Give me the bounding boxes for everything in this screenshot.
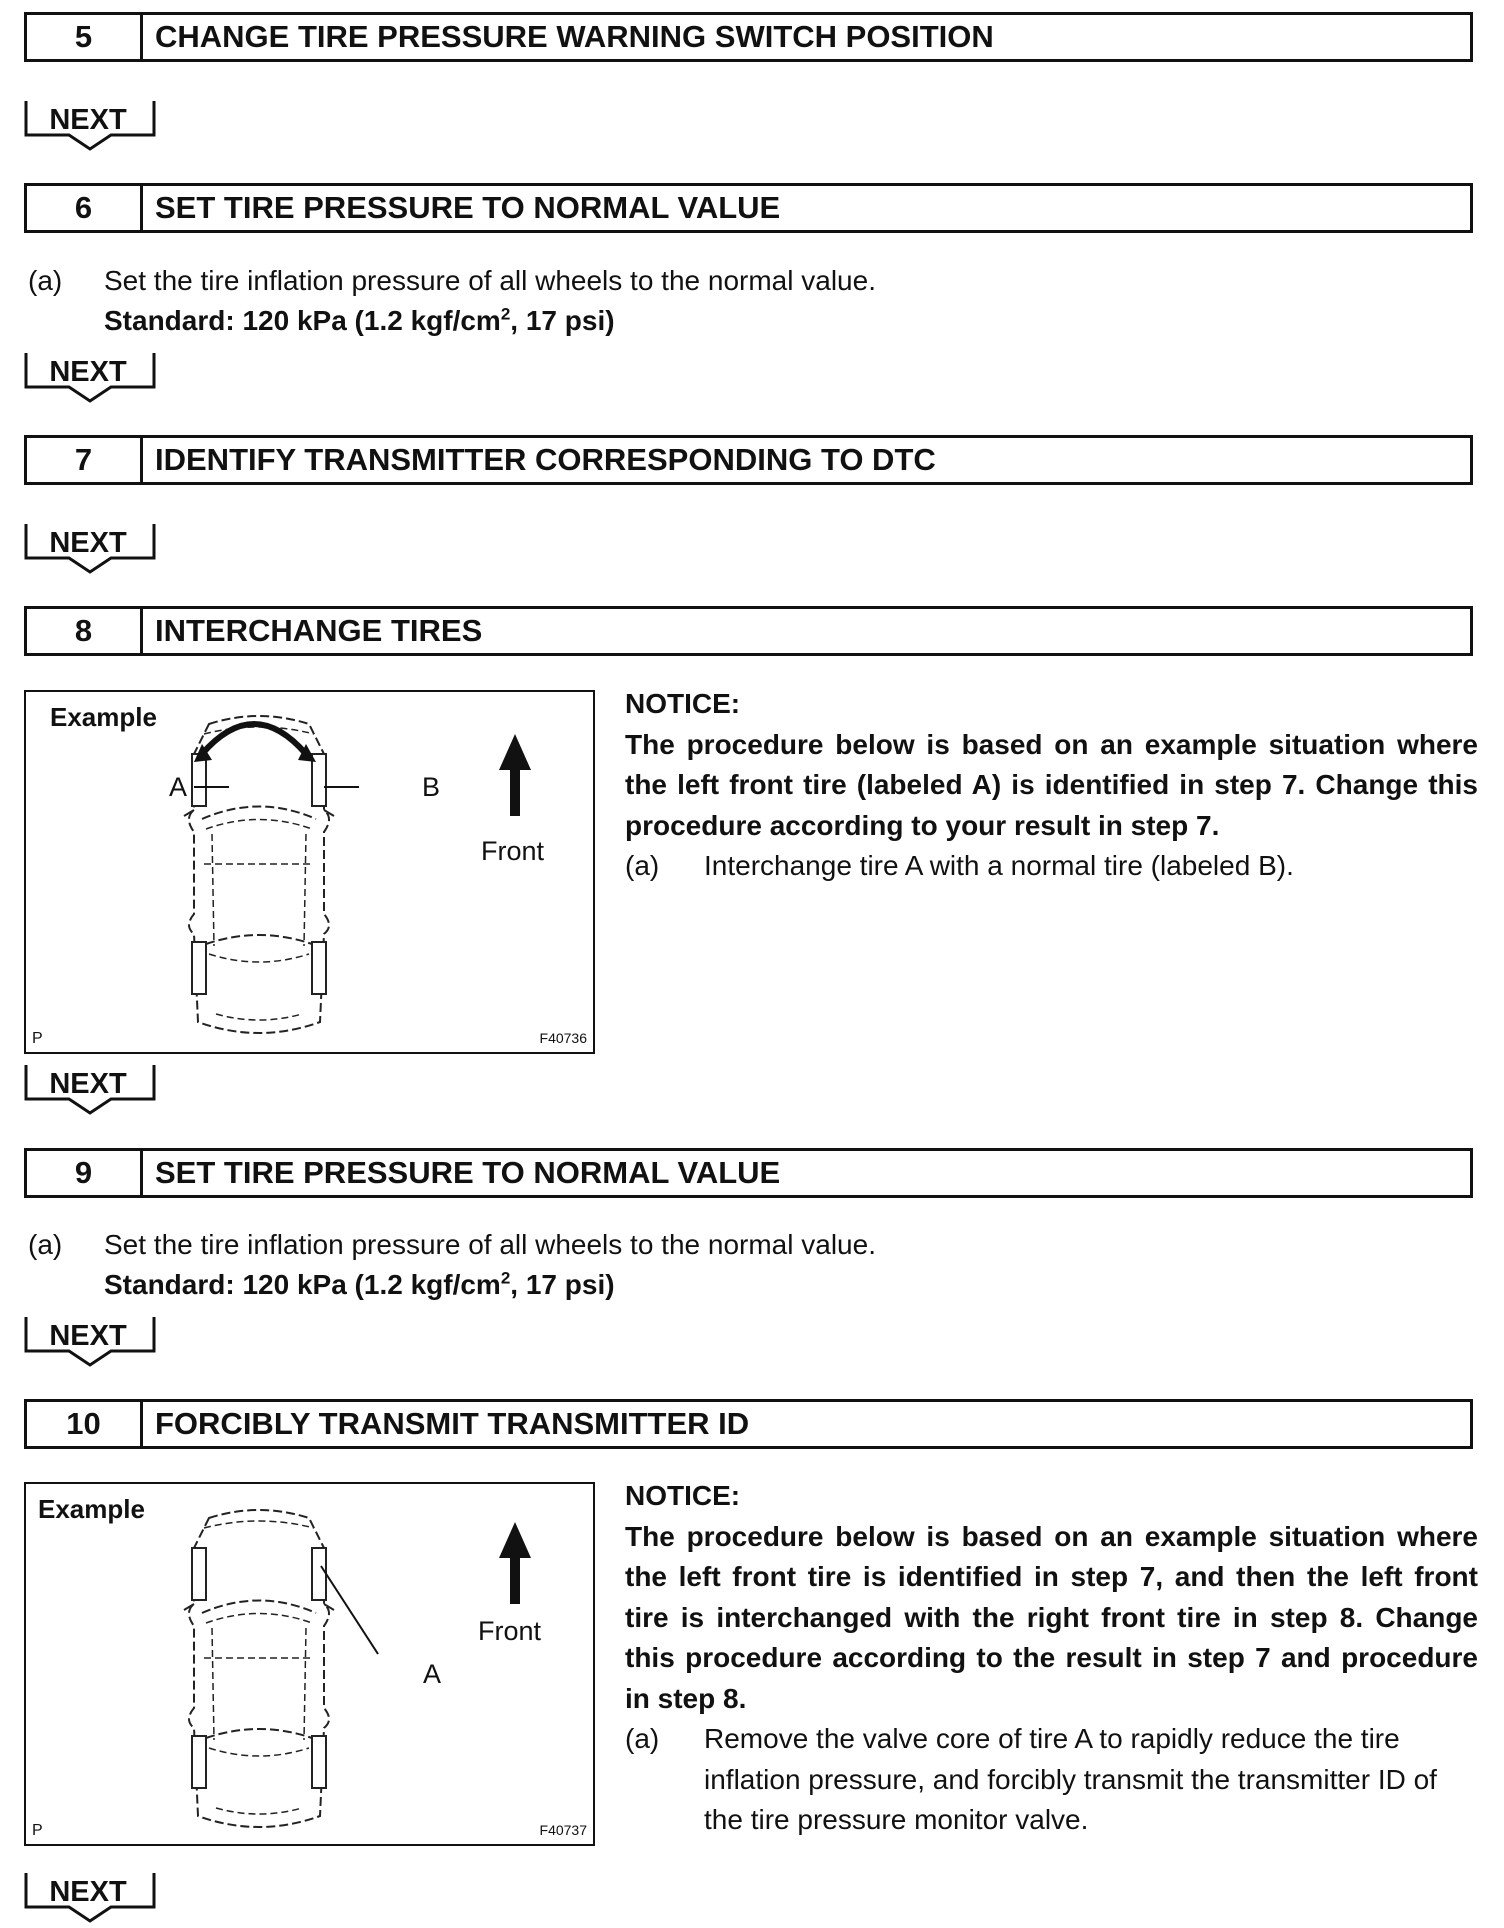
figure-code: F40736 bbox=[539, 1030, 587, 1046]
step-8-header bbox=[24, 606, 1473, 656]
next-button[interactable] bbox=[24, 351, 164, 407]
next-button[interactable] bbox=[24, 522, 164, 578]
item-key: (a) bbox=[28, 1229, 63, 1260]
step-number: 6 bbox=[27, 186, 143, 230]
next-label: NEXT bbox=[49, 1320, 127, 1352]
item-text: Set the tire inflation pressure of all wheels to the normal value. bbox=[104, 265, 876, 296]
figure-interchange-tires bbox=[24, 690, 595, 1054]
step-title: FORCIBLY TRANSMIT TRANSMITTER ID bbox=[155, 1406, 750, 1441]
step-title: INTERCHANGE TIRES bbox=[155, 613, 483, 648]
tire-label-a: A bbox=[423, 1659, 442, 1689]
list-item bbox=[625, 846, 1478, 887]
car-top-view-diagram bbox=[26, 1484, 593, 1844]
step-5-header bbox=[24, 12, 1473, 62]
next-label: NEXT bbox=[49, 1876, 127, 1908]
front-label: Front bbox=[478, 1616, 542, 1646]
step-number: 8 bbox=[27, 609, 143, 653]
step-9-header bbox=[24, 1148, 1473, 1198]
figure-transmit-id bbox=[24, 1482, 595, 1846]
step-title: SET TIRE PRESSURE TO NORMAL VALUE bbox=[155, 1155, 781, 1190]
step-10-header bbox=[24, 1399, 1473, 1449]
standard-value: Standard: 120 kPa (1.2 kgf/$cm^2$, 17 psi) bbox=[104, 304, 615, 336]
figure-p-mark: P bbox=[32, 1030, 43, 1047]
notice-body: The procedure below is based on an example situation where the left front tire is identified in step 7, and then the left front tire is interchanged with the right front tire in step 8. Change this procedure according to the result in step 7 and procedure in step 8. bbox=[625, 1520, 1478, 1714]
figure-example-label: Example bbox=[38, 1494, 145, 1524]
item-text: Remove the valve core of tire A to rapidly reduce the tire inflation pressure, and forcibly transmit the transmitter ID of the tire pressure monitor valve. bbox=[704, 1723, 1437, 1835]
next-button[interactable] bbox=[24, 1315, 164, 1371]
tire-label-b: B bbox=[422, 772, 441, 802]
step-7-header bbox=[24, 435, 1473, 485]
notice-title: NOTICE: bbox=[625, 688, 741, 719]
next-label: NEXT bbox=[49, 1068, 127, 1100]
next-button[interactable] bbox=[24, 1871, 164, 1927]
item-key: (a) bbox=[625, 1723, 660, 1754]
list-item bbox=[625, 1719, 1478, 1841]
step-title: SET TIRE PRESSURE TO NORMAL VALUE bbox=[155, 190, 781, 225]
step-number: 5 bbox=[27, 15, 143, 59]
next-button[interactable] bbox=[24, 99, 164, 155]
step-title: IDENTIFY TRANSMITTER CORRESPONDING TO DTC bbox=[155, 442, 936, 477]
notice-block bbox=[625, 1476, 1478, 1841]
item-key: (a) bbox=[28, 265, 63, 296]
figure-code: F40737 bbox=[539, 1822, 587, 1838]
next-label: NEXT bbox=[49, 104, 127, 136]
step-number: 7 bbox=[27, 438, 143, 482]
item-key: (a) bbox=[625, 850, 660, 881]
notice-title: NOTICE: bbox=[625, 1480, 741, 1511]
notice-body: The procedure below is based on an example situation where the left front tire (labeled A) is identified in step 7. Change this procedure according to your result in step 7. bbox=[625, 728, 1478, 841]
figure-example-label: Example bbox=[50, 702, 157, 732]
step-number: 9 bbox=[27, 1151, 143, 1195]
car-top-view-diagram bbox=[26, 692, 593, 1052]
next-label: NEXT bbox=[49, 527, 127, 559]
step-title: CHANGE TIRE PRESSURE WARNING SWITCH POSITION bbox=[155, 19, 994, 54]
standard-value: Standard: 120 kPa (1.2 kgf/$cm^2$, 17 psi) bbox=[104, 1268, 615, 1300]
step-number: 10 bbox=[27, 1402, 143, 1446]
next-button[interactable] bbox=[24, 1063, 164, 1119]
step-6-header bbox=[24, 183, 1473, 233]
notice-block bbox=[625, 684, 1478, 887]
front-label: Front bbox=[481, 836, 545, 866]
figure-p-mark: P bbox=[32, 1822, 43, 1839]
item-text: Interchange tire A with a normal tire (labeled B). bbox=[704, 850, 1294, 881]
tire-label-a: A bbox=[169, 772, 188, 802]
item-text: Set the tire inflation pressure of all wheels to the normal value. bbox=[104, 1229, 876, 1260]
next-label: NEXT bbox=[49, 356, 127, 388]
